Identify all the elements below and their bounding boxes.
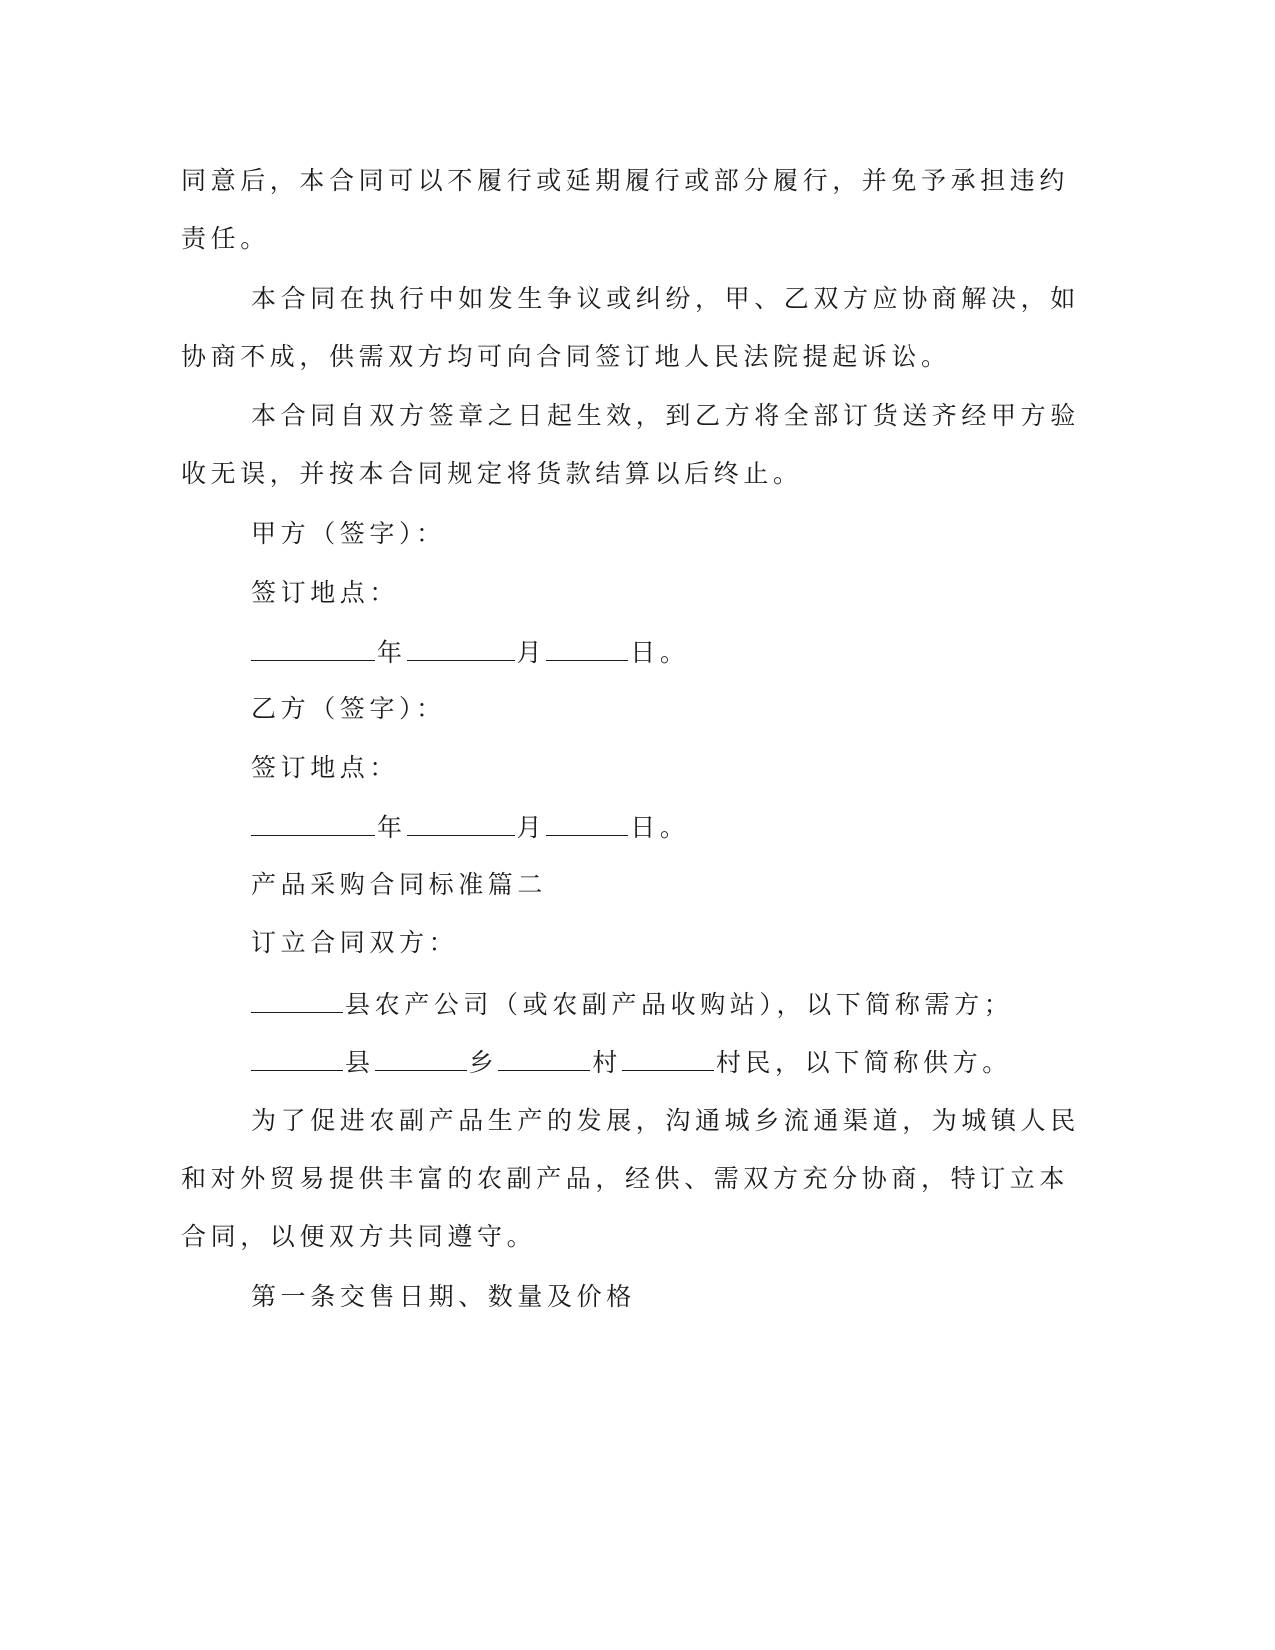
paragraph-line: 收无误，并按本合同规定将货款结算以后终止。 — [181, 459, 803, 488]
paragraph-line: 本合同自双方签章之日起生效，到乙方将全部订货送齐经甲方验 — [251, 401, 1080, 430]
county-blank[interactable] — [251, 1046, 343, 1071]
party-b-signature-label: 乙方（签字）： — [251, 694, 446, 723]
day-label: 日。 — [630, 813, 690, 842]
year-label: 年 — [377, 813, 407, 842]
seller-tail-text: 村民，以下简称供方。 — [715, 1048, 1012, 1077]
article-heading: 第一条交售日期、数量及价格 — [251, 1282, 636, 1311]
county-label: 县 — [345, 1048, 375, 1077]
year-blank[interactable] — [251, 636, 375, 661]
day-blank[interactable] — [546, 636, 628, 661]
month-blank[interactable] — [407, 636, 515, 661]
day-blank[interactable] — [546, 811, 628, 836]
paragraph-line: 本合同在执行中如发生争议或纠纷，甲、乙双方应协商解决，如 — [251, 284, 1080, 313]
buyer-text: 县农产公司（或农副产品收购站），以下简称需方； — [345, 990, 1014, 1019]
paragraph-line: 协商不成，供需双方均可向合同签订地人民法院提起诉讼。 — [181, 342, 951, 371]
village-label: 村 — [592, 1048, 622, 1077]
paragraph-line: 合同，以便双方共同遵守。 — [181, 1222, 537, 1251]
paragraph-line: 为了促进农副产品生产的发展，沟通城乡流通渠道，为城镇人民 — [251, 1106, 1080, 1135]
party-a-place-label: 签订地点： — [251, 578, 400, 607]
party-b-place-label: 签订地点： — [251, 753, 400, 782]
buyer-line — [251, 988, 1013, 1020]
village-blank[interactable] — [498, 1046, 590, 1071]
seller-line — [251, 1046, 1012, 1078]
year-label: 年 — [377, 638, 407, 667]
section-title: 产品采购合同标准篇二 — [251, 870, 548, 899]
paragraph-line: 责任。 — [181, 224, 270, 253]
party-a-date-line — [251, 636, 689, 668]
month-label: 月 — [516, 813, 547, 842]
villager-blank[interactable] — [622, 1046, 714, 1071]
party-b-date-line — [251, 811, 689, 843]
township-label: 乡 — [468, 1048, 499, 1077]
township-blank[interactable] — [375, 1046, 467, 1071]
month-blank[interactable] — [407, 811, 515, 836]
year-blank[interactable] — [251, 811, 375, 836]
day-label: 日。 — [630, 638, 690, 667]
month-label: 月 — [516, 638, 547, 667]
parties-heading: 订立合同双方： — [251, 928, 459, 957]
paragraph-line: 和对外贸易提供丰富的农副产品，经供、需双方充分协商，特订立本 — [181, 1164, 1070, 1193]
paragraph-line: 同意后，本合同可以不履行或延期履行或部分履行，并免予承担违约 — [181, 166, 1070, 195]
party-a-signature-label: 甲方（签字）： — [251, 519, 446, 548]
county-blank[interactable] — [251, 988, 343, 1013]
